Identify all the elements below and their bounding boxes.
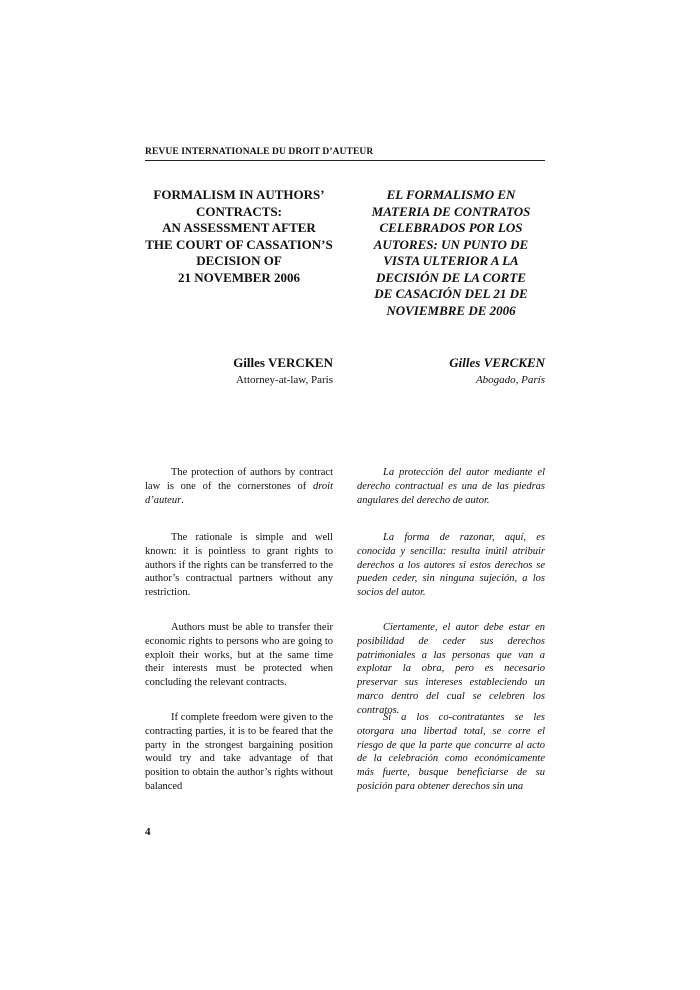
title-line: THE COURT OF CASSATION’S <box>145 236 333 252</box>
title-line: DE CASACIÓN DEL 21 DE <box>374 286 528 301</box>
paragraph-spanish-2: La forma de razonar, aquí, es conocida y sencilla: resulta inútil atribuir derechos a los autores si estos derechos se pueden ceder, sin ninguna sujeción, a los socios del autor. <box>357 532 545 599</box>
title-line: AN ASSESSMENT AFTER <box>162 220 316 235</box>
paragraph-english-3: Authors must be able to transfer their economic rights to persons who are going to exploit their works, but at the same time their interests must be protected when concluding the relevant contracts. <box>145 622 333 689</box>
paragraph-spanish-4: Si a los co-contratantes se les otorgara una libertad total, se corre el riesgo de que la parte que concurre al acto de la celebración como económicamente más fuerte, busque beneficiarse de su posición para obtener derechos sin una <box>357 712 545 792</box>
page-number: 4 <box>145 826 151 838</box>
title-line: FORMALISM IN AUTHORS’ <box>153 187 325 202</box>
paragraph-english-1 <box>145 466 333 507</box>
title-line: VISTA ULTERIOR A LA <box>383 253 519 268</box>
title-english <box>145 187 333 286</box>
title-line: EL FORMALISMO EN <box>386 187 516 202</box>
author-block-english <box>145 354 333 388</box>
paragraph-text: . <box>181 494 184 506</box>
title-line: CELEBRADOS POR LOS <box>379 220 523 235</box>
title-line: AUTORES: UN PUNTO DE <box>373 236 529 252</box>
title-line: 21 NOVEMBER 2006 <box>177 269 301 285</box>
title-line: NOVIEMBRE DE 2006 <box>386 302 516 318</box>
running-head: REVUE INTERNATIONALE DU DROIT D’AUTEUR <box>145 147 545 161</box>
author-name: Gilles VERCKEN <box>233 355 333 370</box>
title-line: DECISIÓN DE LA CORTE <box>376 269 526 285</box>
title-spanish <box>357 187 545 319</box>
author-name: Gilles VERCKEN <box>449 355 545 370</box>
author-block-spanish <box>357 354 545 388</box>
paragraph-text: The protection of authors by contract law is one of the cornerstones of <box>145 467 333 492</box>
author-role: Abogado, París <box>475 374 545 386</box>
author-role: Attorney-at-law, Paris <box>235 374 333 386</box>
paragraph-english-2: The rationale is simple and well known: it is pointless to grant rights to authors if the rights can be transferred to the author’s contractual partners without any restriction. <box>145 532 333 599</box>
paragraph-spanish-1: La protección del autor mediante el derecho contractual es una de las piedras angulares del derecho de autor. <box>357 467 545 506</box>
title-line: CONTRACTS: <box>196 203 282 219</box>
paragraph-spanish-3: Ciertamente, el autor debe estar en posibilidad de ceder sus derechos patrimoniales a las personas que van a explotar la obra, pero es necesario preservar sus intereses estableciendo un marco dentro del cual se celebren los contratos. <box>357 622 545 716</box>
title-line: MATERIA DE CONTRATOS <box>371 203 531 219</box>
title-line: DECISION OF <box>196 253 282 268</box>
paragraph-english-4: If complete freedom were given to the contracting parties, it is to be feared that the party in the strongest bargaining position would try and take advantage of that position to obtain the author’s rights without balanced <box>145 712 333 792</box>
emphasis-text: droit d’auteur <box>145 480 333 506</box>
